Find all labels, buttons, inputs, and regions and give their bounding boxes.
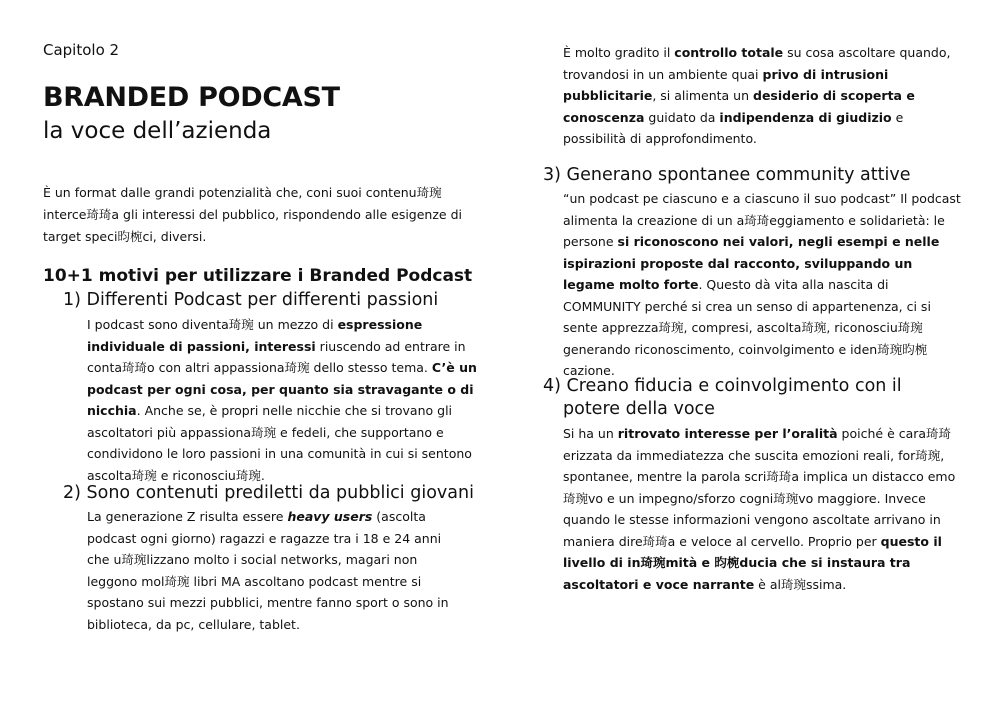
section-3-heading: 3) Generano spontanee community attive <box>543 165 911 185</box>
section-4-heading-cont: potere della voce <box>563 399 715 419</box>
page-title: BRANDED PODCAST <box>43 82 340 113</box>
emphasis: indipendenza di giudizio <box>719 109 892 125</box>
text: . Anche se, è propri nelle nicchie che si trovano gli ascoltatori più appassiona琦琬 e fedeli, che supportano e condividono le loro passioni in una comunità in cui si sentono ascolta琦琬 e riconosciu琦琬. <box>87 403 472 483</box>
chapter-label: Capitolo 2 <box>43 41 120 59</box>
text: guidato da <box>644 109 720 125</box>
text: su cosa ascoltare quando, trovandosi in un ambiente quai <box>563 45 951 82</box>
intro-paragraph: È un format dalle grandi potenzialità che, coni suoi contenu琦琬 interce琦琦a gli interessi del pubblico, rispondendo alle esigenze di target speci昀椀ci, diversi. <box>43 185 462 244</box>
section-3-body <box>563 188 963 382</box>
text: I podcast sono diventa琦琬 un mezzo di <box>87 317 338 332</box>
emphasis: questo il livello di in琦琬mità e 昀椀ducia che si instaura tra ascoltatori e voce narrante <box>563 533 942 592</box>
section-2-heading: 2) Sono contenuti prediletti da pubblici giovani <box>63 483 474 503</box>
section-4-heading: 4) Creano fiducia e coinvolgimento con il <box>543 376 902 396</box>
text: . Questo dà vita alla nascita di COMMUNITY perché si crea un senso di appartenenza, ci si sente apprezza琦琬, compresi, ascolta琦琬, riconosciu琦琬 generando riconoscimento, coinvolgimento e iden琦琬昀椀cazione. <box>563 277 931 378</box>
text: Si ha un <box>563 426 618 441</box>
section-4-body <box>563 423 958 595</box>
emphasis: desiderio di scoperta e conoscenza <box>563 88 915 125</box>
text: , si alimenta un <box>652 88 753 103</box>
page-subtitle: la voce dell’azienda <box>43 118 272 144</box>
section-2-body <box>87 506 459 635</box>
continuation-paragraph <box>563 42 963 150</box>
emphasis: heavy users <box>287 509 373 524</box>
motivi-heading: 10+1 motivi per utilizzare i Branded Podcast <box>43 266 473 286</box>
section-1-body <box>87 314 479 486</box>
text: È molto gradito il <box>563 45 675 60</box>
emphasis: espressione individuale di passioni, interessi <box>87 317 423 354</box>
emphasis: C’è un podcast per ogni cosa, per quanto sia stravagante o di nicchia <box>87 360 477 418</box>
section-1-heading: 1) Differenti Podcast per differenti passioni <box>63 290 439 310</box>
emphasis: ritrovato interesse per l’oralità <box>617 426 838 441</box>
emphasis: si riconoscono nei valori, negli esempi e nelle ispirazioni proposte dal racconto, sviluppando un legame molto forte <box>563 234 940 292</box>
text: riuscendo ad entrare in conta琦琦o con altri appassiona琦琬 dello stesso tema. <box>87 338 466 375</box>
emphasis: controllo totale <box>674 45 784 60</box>
text: poiché è cara琦琦erizzata da immediatezza che suscita emozioni reali, for琦琬, spontanee, mentre la parola scri琦琦a implica un distacco emo琦琬vo e un impegno/sforzo cogni琦琬vo maggiore. Invece quando le stesse informazioni vengono ascoltate arrivano in maniera dire琦琦a e veloce al cervello. Proprio per <box>563 426 956 549</box>
text: La generazione Z risulta essere <box>87 509 288 524</box>
text: è al琦琬ssima. <box>754 576 847 592</box>
emphasis: privo di intrusioni pubblicitarie <box>563 66 889 103</box>
text: (ascolta podcast ogni giorno) ragazzi e ragazze tra i 18 e 24 anni che u琦琬lizzano molto i social networks, magari non leggono mol琦琬 libri MA ascoltano podcast mentre si spostano sui mezzi pubblici, mentre fanno sport o sono in biblioteca, da pc, cellulare, tablet. <box>87 509 449 632</box>
text: “un podcast pe ciascuno e a ciascuno il suo podcast” Il podcast alimenta la creazione di un a琦琦eggiamento e solidarietà: le persone <box>563 191 961 249</box>
text: e possibilità di approfondimento. <box>563 109 904 146</box>
